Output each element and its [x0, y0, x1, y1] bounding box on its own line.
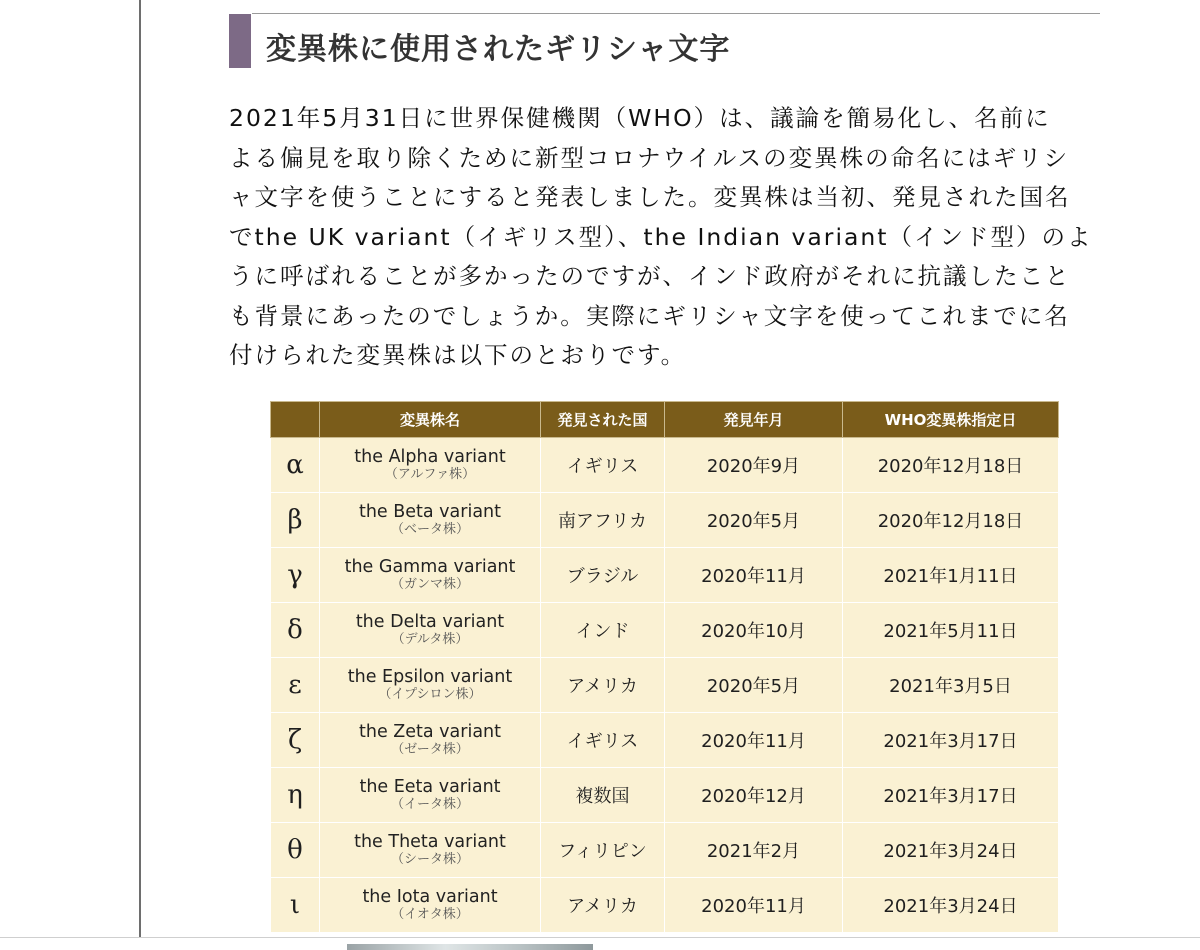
variant-name-cell: [320, 438, 541, 493]
greek-symbol: γ: [271, 548, 320, 603]
variant-name-cell: [320, 768, 541, 823]
table-header-row: [271, 402, 1059, 438]
variant-name-cell: [320, 713, 541, 768]
designated-date-cell: 2021年3月17日: [843, 713, 1059, 768]
greek-symbol: ι: [271, 878, 320, 933]
paragraph-line: 2021年5月31日に世界保健機関（WHO）は、議論を簡易化し、名前に: [229, 104, 1051, 132]
variant-kana: （シータ株）: [390, 852, 469, 867]
table-row: [271, 768, 1059, 823]
section-heading: 変異株に使用されたギリシャ文字: [266, 32, 731, 67]
variant-name: the Zeta variant: [359, 722, 501, 742]
table-row: [271, 713, 1059, 768]
designated-date-cell: 2021年3月24日: [843, 823, 1059, 878]
greek-symbol: δ: [271, 603, 320, 658]
table-row: [271, 548, 1059, 603]
variant-name: the Iota variant: [362, 887, 498, 907]
country-cell: イギリス: [541, 713, 665, 768]
country-cell: イギリス: [541, 438, 665, 493]
table-row: [271, 823, 1059, 878]
found-date-cell: 2020年11月: [665, 878, 843, 933]
variants-table: [270, 401, 1059, 933]
variant-name: the Eeta variant: [359, 777, 501, 797]
table-row: [271, 878, 1059, 933]
found-date-cell: 2020年11月: [665, 548, 843, 603]
country-cell: アメリカ: [541, 878, 665, 933]
found-date-cell: 2020年5月: [665, 658, 843, 713]
header-country: 発見された国: [541, 402, 665, 438]
country-cell: ブラジル: [541, 548, 665, 603]
header-symbol: [271, 402, 320, 438]
country-cell: アメリカ: [541, 658, 665, 713]
found-date-cell: 2020年12月: [665, 768, 843, 823]
found-date-cell: 2020年5月: [665, 493, 843, 548]
variant-name: the Delta variant: [355, 612, 505, 632]
paragraph-line: も背景にあったのでしょうか。実際にギリシャ文字を使ってこれまでに名: [229, 301, 1070, 330]
designated-date-cell: 2021年3月5日: [843, 658, 1059, 713]
variant-kana: （イプシロン株）: [378, 687, 482, 702]
variant-name: the Theta variant: [354, 832, 506, 852]
table-row: [271, 493, 1059, 548]
heading-accent-bar: [229, 14, 251, 68]
greek-symbol: β: [271, 493, 320, 548]
table-row: [271, 658, 1059, 713]
designated-date-cell: 2021年1月11日: [843, 548, 1059, 603]
paragraph-line: ャ文字を使うことにすると発表しました。変異株は当初、発見された国名: [229, 183, 1071, 211]
greek-symbol: η: [271, 768, 320, 823]
variant-name-cell: [320, 548, 541, 603]
variant-name: the Epsilon variant: [347, 667, 513, 687]
variant-kana: （デルタ株）: [391, 632, 469, 647]
variant-name-cell: [320, 823, 541, 878]
found-date-cell: 2020年9月: [665, 438, 843, 493]
table-row: [271, 438, 1059, 493]
variant-name: the Beta variant: [358, 502, 502, 522]
greek-symbol: α: [271, 438, 320, 493]
variant-kana: （ベータ株）: [390, 522, 469, 537]
header-variant-name: 変異株名: [320, 402, 541, 438]
found-date-cell: 2020年11月: [665, 713, 843, 768]
greek-symbol: θ: [271, 823, 320, 878]
variant-name-cell: [320, 878, 541, 933]
country-cell: 複数国: [541, 768, 665, 823]
greek-symbol: ε: [271, 658, 320, 713]
variant-name-cell: [320, 658, 541, 713]
paragraph-line: でthe UK variant（イギリス型）、the Indian variant（インド型）のよ: [229, 222, 1093, 251]
designated-date-cell: 2020年12月18日: [843, 438, 1059, 493]
paragraph-line: うに呼ばれることが多かったのですが、インド政府がそれに抗議したこと: [229, 262, 1071, 290]
variant-kana: （アルファ株）: [384, 467, 476, 482]
country-cell: フィリピン: [541, 823, 665, 878]
page-bottom-divider: [0, 937, 1200, 938]
header-designated-date: WHO変異株指定日: [843, 402, 1059, 438]
variant-kana: （イオタ株）: [391, 907, 469, 922]
paragraph-line: よる偏見を取り除くために新型コロナウイルスの変異株の命名にはギリシ: [229, 143, 1070, 172]
designated-date-cell: 2021年3月24日: [843, 878, 1059, 933]
partial-image-thumbnail: [347, 944, 593, 950]
found-date-cell: 2021年2月: [665, 823, 843, 878]
country-cell: 南アフリカ: [541, 493, 665, 548]
variant-kana: （イータ株）: [390, 797, 469, 812]
variant-name: the Gamma variant: [344, 557, 516, 577]
heading-top-rule: [252, 13, 1100, 14]
header-found-date: 発見年月: [665, 402, 843, 438]
greek-symbol: ζ: [271, 713, 320, 768]
variant-name-cell: [320, 493, 541, 548]
content-left-border: [139, 0, 141, 937]
variant-kana: （ゼータ株）: [391, 742, 469, 757]
designated-date-cell: 2021年3月17日: [843, 768, 1059, 823]
intro-paragraph: [229, 99, 1099, 376]
variant-kana: （ガンマ株）: [390, 577, 469, 592]
designated-date-cell: 2021年5月11日: [843, 603, 1059, 658]
variant-name: the Alpha variant: [354, 447, 506, 467]
designated-date-cell: 2020年12月18日: [843, 493, 1059, 548]
paragraph-line: 付けられた変異株は以下のとおりです。: [229, 341, 687, 369]
table-row: [271, 603, 1059, 658]
variant-name-cell: [320, 603, 541, 658]
found-date-cell: 2020年10月: [665, 603, 843, 658]
country-cell: インド: [541, 603, 665, 658]
